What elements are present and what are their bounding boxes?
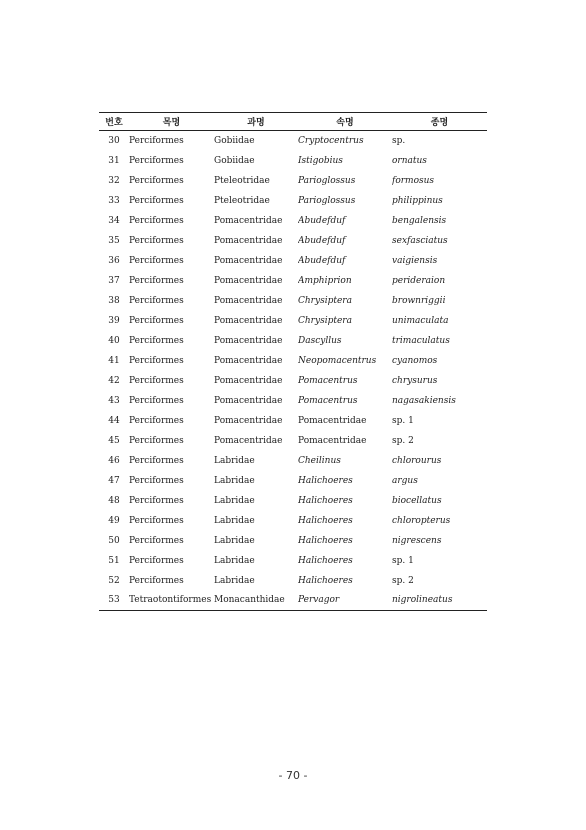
cell-number: 32 xyxy=(108,175,120,186)
cell-number: 31 xyxy=(108,155,120,166)
cell-order: Perciformes xyxy=(129,415,184,426)
table-row xyxy=(99,351,487,371)
cell-species: philippinus xyxy=(392,195,443,206)
header-species: 종명 xyxy=(430,118,449,128)
cell-order: Perciformes xyxy=(129,315,184,326)
cell-species: chloropterus xyxy=(392,515,451,526)
cell-family: Labridae xyxy=(214,575,255,586)
cell-genus: Chrysiptera xyxy=(298,295,352,306)
table-row xyxy=(99,411,487,431)
cell-species: chrysurus xyxy=(392,375,438,386)
cell-genus: Halichoeres xyxy=(298,575,353,586)
cell-species: trimaculatus xyxy=(392,335,450,346)
cell-genus: Abudefduf xyxy=(298,215,346,226)
cell-genus: Cryptocentrus xyxy=(298,135,364,146)
cell-number: 46 xyxy=(108,455,120,466)
cell-order: Perciformes xyxy=(129,555,184,566)
cell-genus: Amphiprion xyxy=(298,275,352,286)
cell-genus: Parioglossus xyxy=(298,195,356,206)
table-row xyxy=(99,531,487,551)
cell-species: perideraion xyxy=(392,275,446,286)
cell-family: Labridae xyxy=(214,495,255,506)
cell-species: biocellatus xyxy=(392,495,442,506)
cell-family: Pomacentridae xyxy=(214,395,283,406)
cell-order: Perciformes xyxy=(129,375,184,386)
cell-genus: Cheilinus xyxy=(298,455,341,466)
cell-genus: Halichoeres xyxy=(298,555,353,566)
cell-family: Pomacentridae xyxy=(214,295,283,306)
cell-species: sp. 2 xyxy=(392,575,414,586)
cell-species: nagasakiensis xyxy=(392,395,456,406)
table-row xyxy=(99,391,487,411)
cell-family: Pomacentridae xyxy=(214,235,283,246)
species-table xyxy=(99,112,487,611)
cell-family: Gobiidae xyxy=(214,135,255,146)
cell-number: 36 xyxy=(108,255,120,266)
cell-species: sp. 1 xyxy=(392,415,414,426)
cell-family: Pomacentridae xyxy=(214,215,283,226)
cell-family: Pomacentridae xyxy=(214,315,283,326)
cell-species: nigrolineatus xyxy=(392,595,453,606)
table-row xyxy=(99,571,487,591)
cell-number: 44 xyxy=(108,415,120,426)
cell-order: Perciformes xyxy=(129,335,184,346)
cell-genus: Halichoeres xyxy=(298,535,353,546)
table-row xyxy=(99,591,487,611)
cell-family: Pteleotridae xyxy=(214,195,270,206)
cell-family: Pomacentridae xyxy=(214,335,283,346)
cell-number: 45 xyxy=(108,435,120,446)
cell-genus: Neopomacentrus xyxy=(298,355,377,366)
cell-number: 38 xyxy=(108,295,120,306)
cell-species: argus xyxy=(392,475,418,486)
cell-genus: Chrysiptera xyxy=(298,315,352,326)
cell-genus: Parioglossus xyxy=(298,175,356,186)
cell-number: 37 xyxy=(108,275,120,286)
cell-number: 47 xyxy=(108,475,120,486)
cell-family: Labridae xyxy=(214,555,255,566)
cell-order: Perciformes xyxy=(129,455,184,466)
cell-species: brownriggii xyxy=(392,295,446,306)
table-header-row xyxy=(99,113,487,131)
cell-species: bengalensis xyxy=(392,215,447,226)
cell-order: Perciformes xyxy=(129,355,184,366)
cell-genus: Pomacentrus xyxy=(298,395,358,406)
cell-number: 52 xyxy=(108,575,120,586)
cell-number: 43 xyxy=(108,395,120,406)
table-row xyxy=(99,331,487,351)
table-row xyxy=(99,371,487,391)
cell-family: Pteleotridae xyxy=(214,175,270,186)
cell-genus: Pomacentrus xyxy=(298,375,358,386)
cell-order: Perciformes xyxy=(129,195,184,206)
cell-number: 34 xyxy=(108,215,120,226)
cell-order: Perciformes xyxy=(129,495,184,506)
cell-family: Pomacentridae xyxy=(214,255,283,266)
cell-order: Perciformes xyxy=(129,235,184,246)
cell-number: 48 xyxy=(108,495,120,506)
cell-family: Pomacentridae xyxy=(214,275,283,286)
cell-number: 30 xyxy=(108,135,120,146)
cell-genus: Halichoeres xyxy=(298,475,353,486)
cell-family: Labridae xyxy=(214,475,255,486)
cell-order: Perciformes xyxy=(129,575,184,586)
cell-number: 49 xyxy=(108,515,120,526)
cell-order: Tetraotontiformes xyxy=(129,595,212,606)
cell-genus: Halichoeres xyxy=(298,515,353,526)
table-row xyxy=(99,151,487,171)
table-row xyxy=(99,271,487,291)
cell-number: 33 xyxy=(108,195,120,206)
header-number: 번호 xyxy=(105,118,123,128)
table-row xyxy=(99,231,487,251)
cell-order: Perciformes xyxy=(129,215,184,226)
table-row xyxy=(99,311,487,331)
cell-family: Pomacentridae xyxy=(214,375,283,386)
table-row xyxy=(99,471,487,491)
cell-family: Pomacentridae xyxy=(214,435,283,446)
cell-order: Perciformes xyxy=(129,515,184,526)
cell-family: Labridae xyxy=(214,455,255,466)
cell-genus: Istigobius xyxy=(298,155,343,166)
cell-order: Perciformes xyxy=(129,435,184,446)
cell-number: 50 xyxy=(108,535,120,546)
cell-order: Perciformes xyxy=(129,295,184,306)
cell-genus: Pomacentridae xyxy=(298,415,367,426)
cell-species: nigrescens xyxy=(392,535,442,546)
header-genus: 속명 xyxy=(336,118,354,128)
cell-number: 41 xyxy=(108,355,120,366)
cell-order: Perciformes xyxy=(129,475,184,486)
cell-number: 42 xyxy=(108,375,120,386)
cell-genus: Pervagor xyxy=(298,595,340,606)
table-row xyxy=(99,131,487,151)
table-row xyxy=(99,491,487,511)
cell-genus: Pomacentridae xyxy=(298,435,367,446)
table-row xyxy=(99,211,487,231)
cell-family: Labridae xyxy=(214,535,255,546)
cell-species: formosus xyxy=(392,175,435,186)
table-body xyxy=(99,131,487,611)
table-row xyxy=(99,551,487,571)
cell-species: sp. xyxy=(392,135,406,146)
cell-genus: Abudefduf xyxy=(298,235,346,246)
table-row xyxy=(99,171,487,191)
table-row xyxy=(99,451,487,471)
cell-family: Labridae xyxy=(214,515,255,526)
cell-order: Perciformes xyxy=(129,175,184,186)
cell-family: Monacanthidae xyxy=(214,595,285,606)
cell-order: Perciformes xyxy=(129,135,184,146)
table-row xyxy=(99,511,487,531)
cell-number: 53 xyxy=(108,595,120,606)
page-number: - 70 - xyxy=(278,769,308,782)
cell-family: Pomacentridae xyxy=(214,355,283,366)
cell-genus: Dascyllus xyxy=(298,335,342,346)
cell-order: Perciformes xyxy=(129,155,184,166)
table-row xyxy=(99,191,487,211)
cell-species: ornatus xyxy=(392,155,427,166)
cell-species: sp. 1 xyxy=(392,555,414,566)
cell-order: Perciformes xyxy=(129,395,184,406)
cell-family: Pomacentridae xyxy=(214,415,283,426)
cell-number: 35 xyxy=(108,235,120,246)
table-row xyxy=(99,431,487,451)
cell-order: Perciformes xyxy=(129,255,184,266)
header-order: 목명 xyxy=(162,118,181,128)
cell-species: chlorourus xyxy=(392,455,442,466)
cell-genus: Abudefduf xyxy=(298,255,346,266)
cell-species: cyanomos xyxy=(392,355,438,366)
cell-species: unimaculata xyxy=(392,315,449,326)
cell-species: sexfasciatus xyxy=(392,235,448,246)
cell-number: 51 xyxy=(108,555,120,566)
table-row xyxy=(99,251,487,271)
cell-species: sp. 2 xyxy=(392,435,414,446)
cell-order: Perciformes xyxy=(129,275,184,286)
cell-number: 39 xyxy=(108,315,120,326)
cell-order: Perciformes xyxy=(129,535,184,546)
cell-family: Gobiidae xyxy=(214,155,255,166)
header-family: 과명 xyxy=(247,118,265,128)
cell-genus: Halichoeres xyxy=(298,495,353,506)
table-row xyxy=(99,291,487,311)
cell-species: vaigiensis xyxy=(392,255,438,266)
cell-number: 40 xyxy=(108,335,120,346)
